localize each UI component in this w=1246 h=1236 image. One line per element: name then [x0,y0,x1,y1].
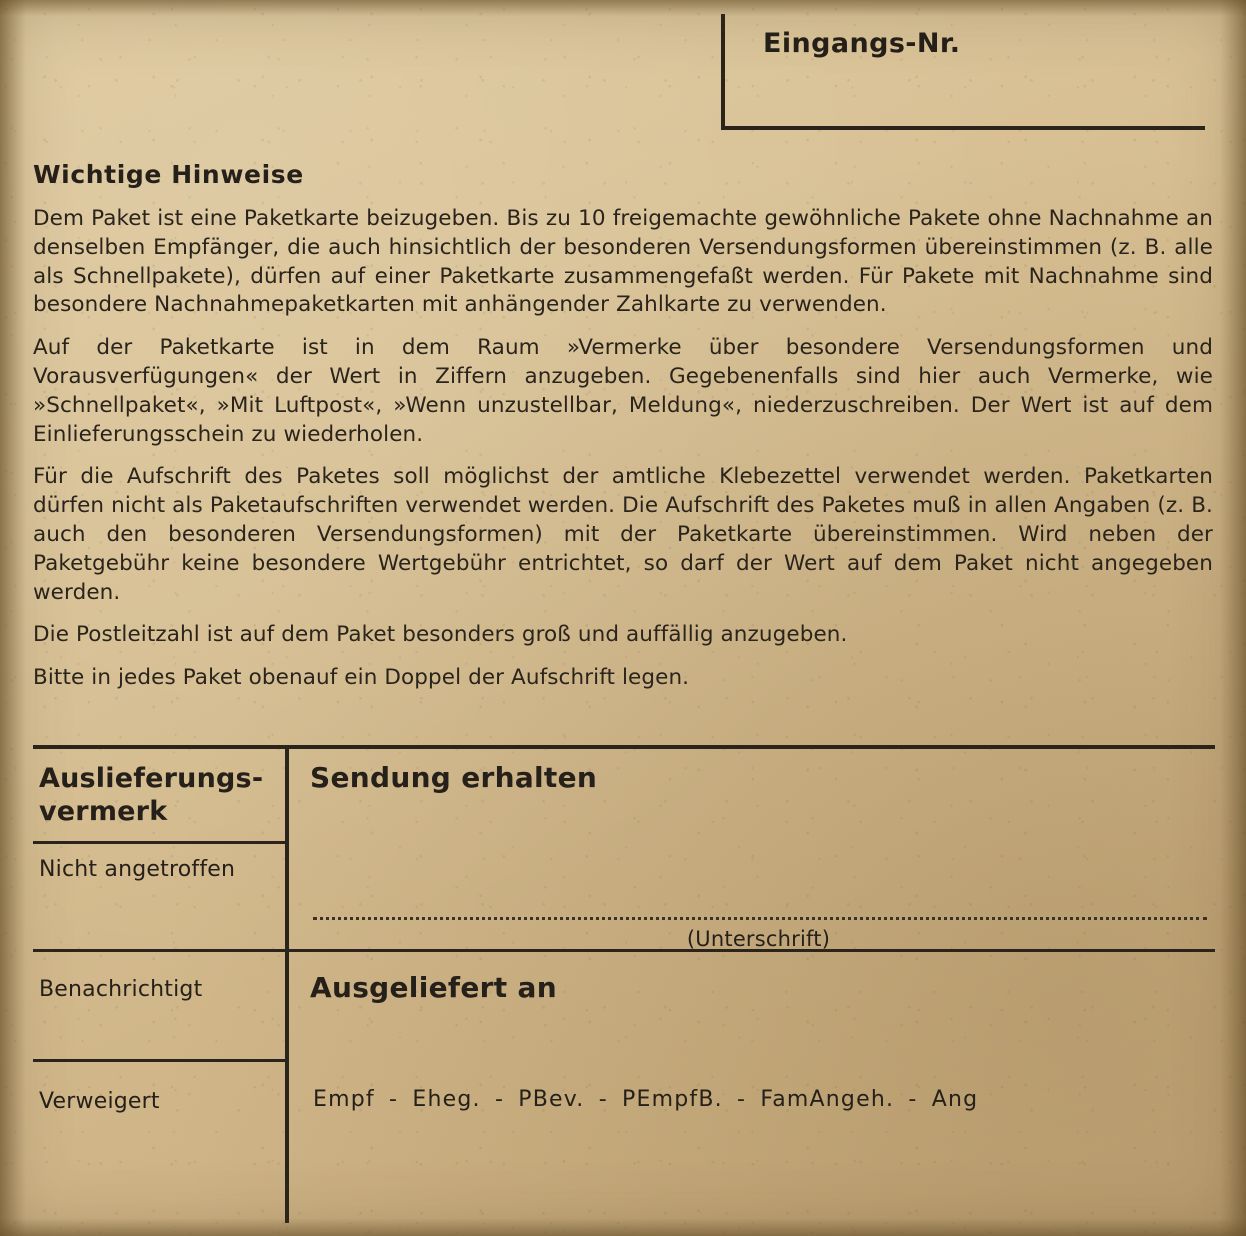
hinweise-heading: Wichtige Hinweise [33,160,304,189]
sendung-erhalten-heading: Sendung erhalten [310,761,598,794]
table-divider-left-2 [33,1059,289,1062]
auslieferungsvermerk-table [33,745,1215,1223]
recipient-abbreviation-row [313,1087,978,1112]
paper-edge-left [0,0,26,1236]
auslieferungsvermerk-title-line1: Auslieferungs- [39,763,264,794]
signature-dotted-line[interactable] [313,917,1207,920]
abbrev-pbev[interactable]: PBev. [518,1087,585,1112]
abbrev-famangeh[interactable]: FamAngeh. [760,1087,895,1112]
abbrev-separator-1: - [389,1087,399,1112]
auslieferungsvermerk-title [39,763,289,829]
wichtige-hinweise-section [33,160,1213,693]
hinweise-paragraph-2: Auf der Paketkarte ist in dem Raum »Vermerke über besondere Versendungsformen und Vorausverfügungen« der Wert in Ziffern anzugeben. Gegebenenfalls sind hier auch Vermerke, wie »Schnellpaket«, »Mit Luftpost«, »Wenn unzustellbar, Meldung«, niederzuschreiben. Der Wert ist auf dem Einlieferungsschein zu wiederholen. [33,335,1213,447]
eingangs-nr-box [721,14,1205,130]
abbrev-separator-5: - [908,1087,918,1112]
auslieferungsvermerk-title-line2: vermerk [39,795,168,827]
row-label-verweigert: Verweigert [39,1089,160,1114]
ausgeliefert-an-heading: Ausgeliefert an [310,971,557,1004]
row-label-benachrichtigt: Benachrichtigt [39,977,203,1002]
abbrev-pempfb[interactable]: PEmpfB. [622,1087,723,1112]
abbrev-ang[interactable]: Ang [931,1087,979,1112]
abbrev-eheg[interactable]: Eheg. [412,1087,481,1112]
hinweise-paragraph-3: Für die Aufschrift des Paketes soll möglichst der amtliche Klebezettel verwendet werden. Paketkarten dürfen nicht als Paketaufschriften verwendet werden. Die Aufschrift des Paketes muß in allen Angaben (z. B. auch den besonderen Versendungsformen) mit der Paketkarte übereinstimmen. Wird neben der Paketgebühr keine besondere Wertgebühr entrichtet, so darf der Wert auf dem Paket nicht angegeben werden. [33,464,1213,605]
row-label-nicht-angetroffen: Nicht angetroffen [39,857,236,882]
abbrev-separator-2: - [494,1087,505,1112]
hinweise-paragraph-5: Bitte in jedes Paket obenauf ein Doppel der Aufschrift legen. [33,665,690,691]
abbrev-separator-3: - [598,1087,608,1112]
eingangs-nr-label: Eingangs-Nr. [763,28,961,59]
abbrev-empf[interactable]: Empf [313,1087,375,1112]
hinweise-paragraph-4: Die Postleitzahl ist auf dem Paket besonders groß und auffällig anzugeben. [33,622,848,648]
hinweise-paragraph-1: Dem Paket ist eine Paketkarte beizugeben. Bis zu 10 freigemachte gewöhnliche Pakete ohne Nachnahme an denselben Empfänger, die auch hinsichtlich der besonderen Versendungsformen übereinstimmen (z. B. alle als Schnellpakete), dürfen auf einer Paketkarte zusammengefaßt werden. Für Pakete mit Nachnahme sind besondere Nachnahmepaketkarten mit anhängender Zahlkarte zu verwenden. [33,206,1213,318]
signature-caption: (Unterschrift) [686,927,831,951]
paper-edge-right [1220,0,1246,1236]
abbrev-separator-4: - [737,1087,747,1112]
table-divider-left-1 [33,841,289,844]
